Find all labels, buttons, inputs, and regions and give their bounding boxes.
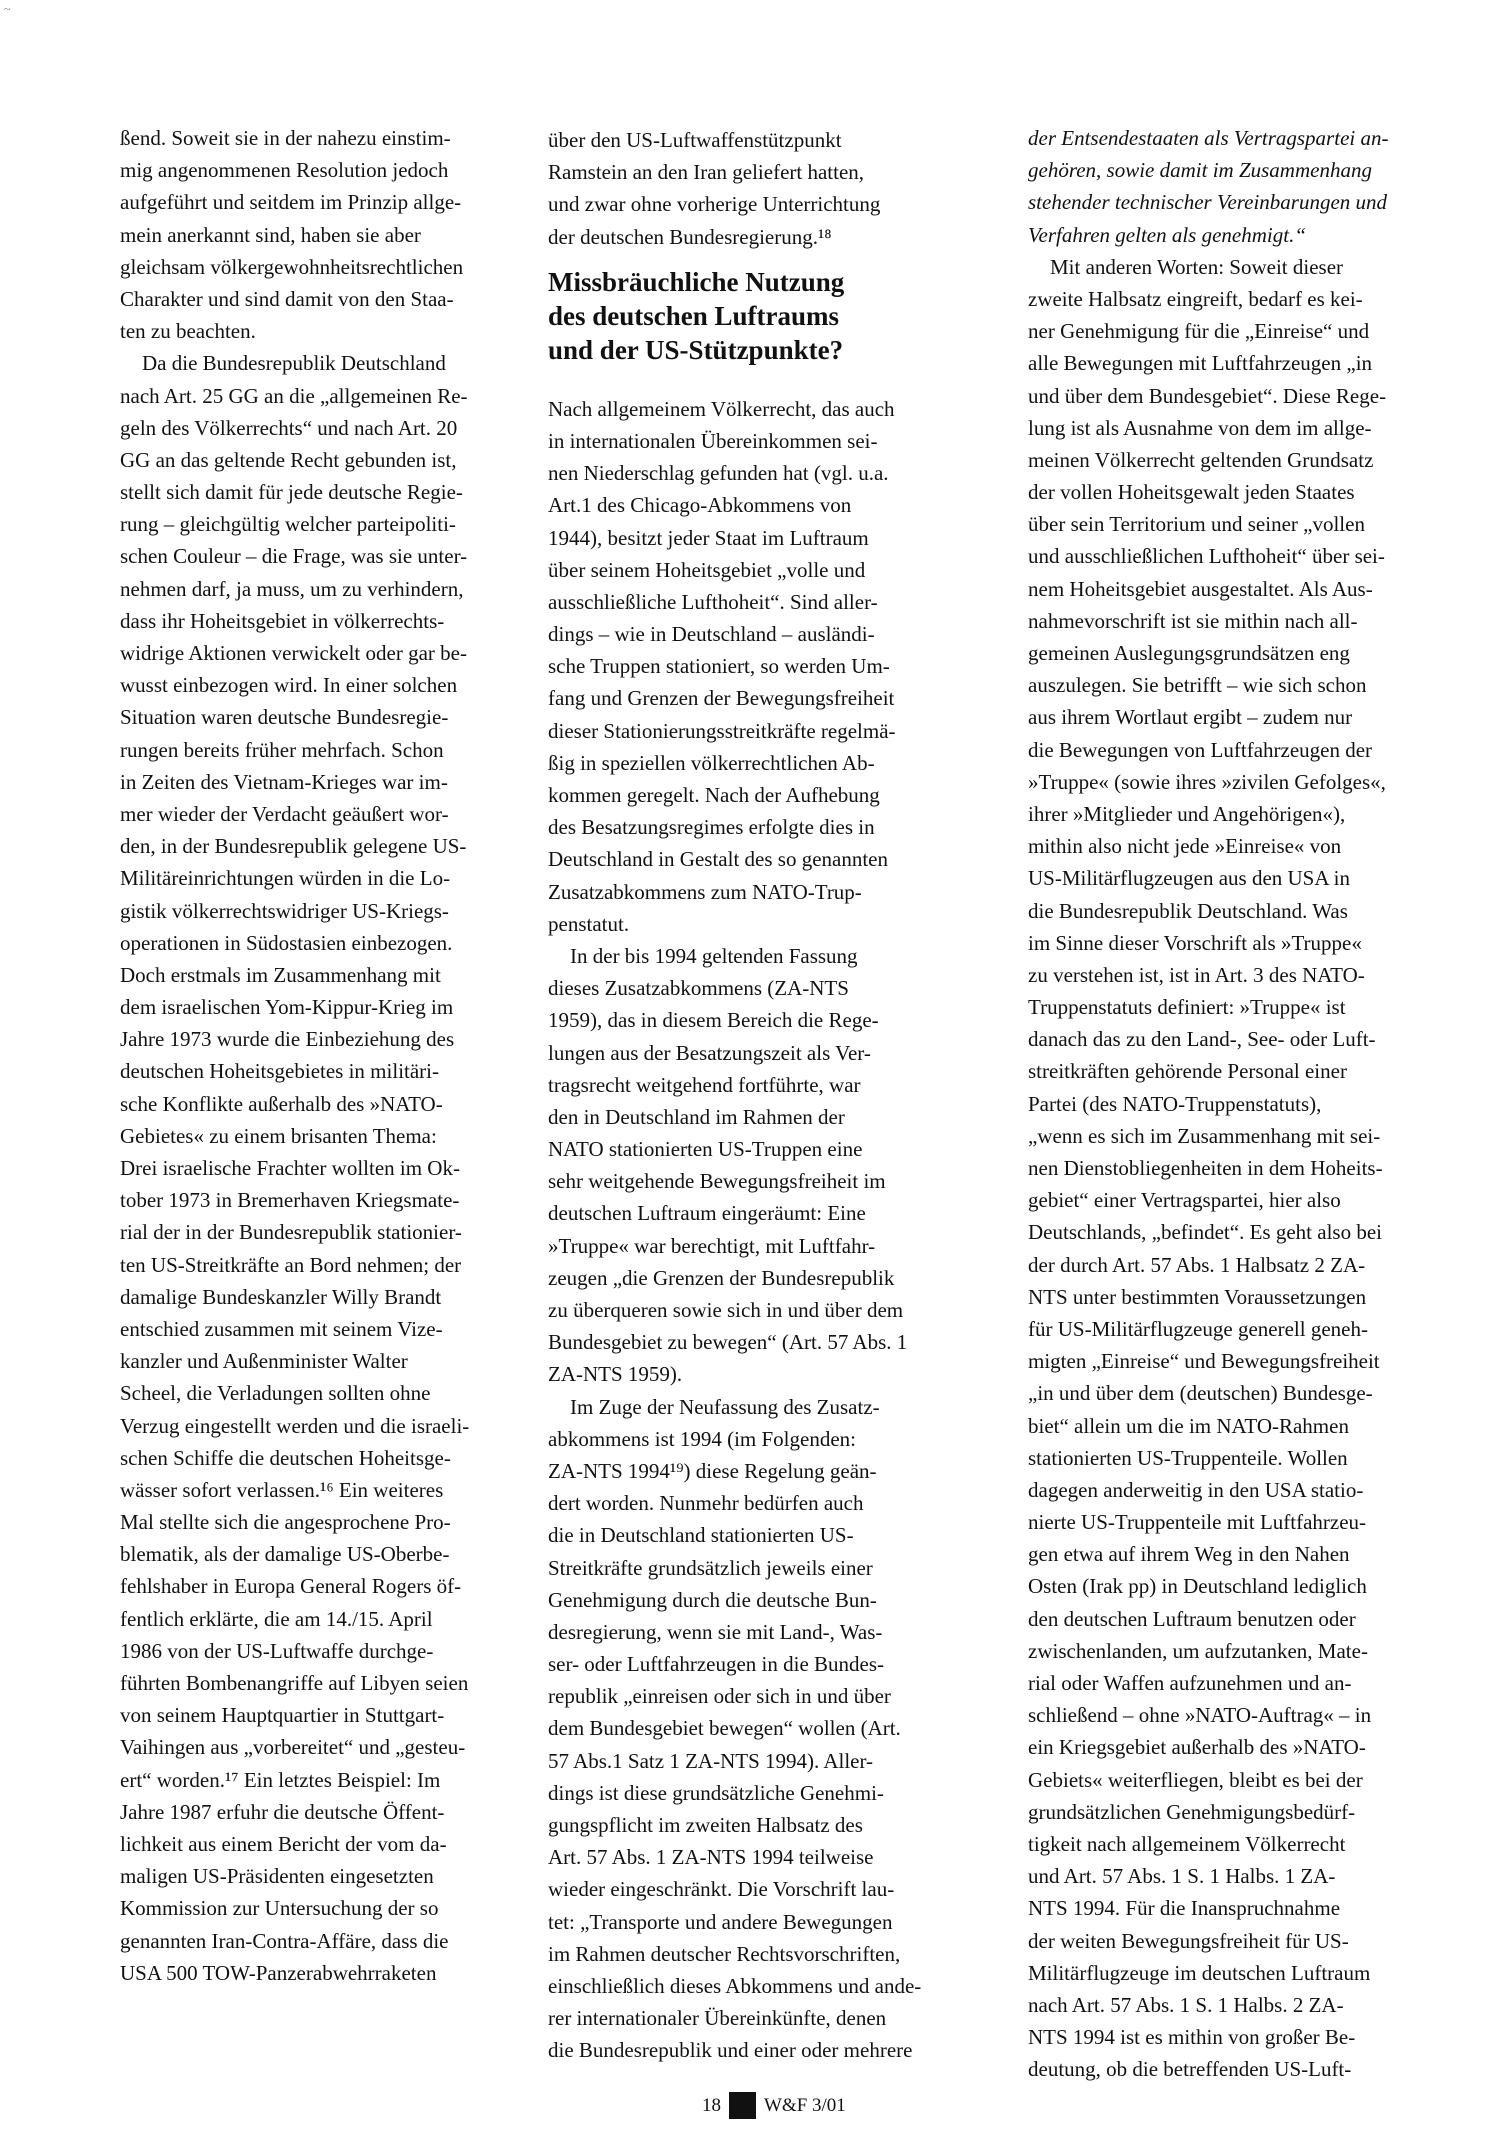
text-line: ZA-NTS 1959). [548,1362,683,1387]
text-line: lung ist als Ausnahme von dem im allge- [1028,415,1372,440]
journal-issue: W&F 3/01 [764,2094,846,2116]
text-line: maligen US-Präsidenten eingesetzten [120,1864,434,1889]
text-line: im Rahmen deutscher Rechtsvorschriften, [548,1941,901,1966]
text-line: tragsrecht weitgehend fortführte, war [548,1072,861,1097]
text-line: die in Deutschland stationierten US- [548,1523,854,1548]
text-line: des Besatzungsregimes erfolgte dies in [548,815,875,840]
text-line: sehr weitgehende Bewegungsfreiheit im [548,1169,886,1194]
text-line: meinen Völkerrecht geltenden Grundsatz [1028,447,1374,472]
text-line: nierte US-Truppenteile mit Luftfahrzeu- [1028,1510,1367,1535]
text-line: desregierung, wenn sie mit Land-, Was- [548,1619,883,1644]
text-line: ßig in speziellen völkerrechtlichen Ab- [548,750,875,775]
text-line: schen Schiffe die deutschen Hoheitsge- [120,1445,451,1470]
text-line: für US-Militärflugzeuge generell geneh- [1028,1316,1368,1341]
text-line: zeugen „die Grenzen der Bundesrepublik [548,1265,895,1290]
heading-line: des deutschen Luftraums [548,300,840,331]
text-line: ten zu beachten. [120,319,256,344]
text-line: nen Niederschlag gefunden hat (vgl. u.a. [548,461,889,486]
text-line: wässer sofort verlassen.¹⁶ Ein weiteres [120,1477,444,1502]
text-line: ßend. Soweit sie in der nahezu einstim- [120,126,451,150]
text-line: Genehmigung durch die deutsche Bun- [548,1587,877,1612]
text-line: der deutschen Bundesregierung.¹⁸ [548,224,832,249]
text-line: den in Deutschland im Rahmen der [548,1104,845,1129]
column-2-intro [548,124,943,253]
text-line: gebiet“ einer Vertragspartei, hier also [1028,1188,1341,1213]
text-line: dem israelischen Yom-Kippur-Krieg im [120,995,454,1020]
text-line: nahmevorschrift ist sie mithin nach all- [1028,608,1358,633]
text-line: den, in der Bundesrepublik gelegene US- [120,834,467,859]
text-line: nach Art. 25 GG an die „allgemeinen Re- [120,383,468,408]
text-line: stellt sich damit für jede deutsche Regie- [120,480,463,505]
text-line: nehmen darf, ja muss, um zu verhindern, [120,576,464,601]
text-line: USA 500 TOW-Panzerabwehrraketen [120,1960,437,1985]
text-line: NTS 1994. Für die Inanspruchnahme [1028,1896,1341,1921]
text-line: die Bundesrepublik Deutschland. Was [1028,898,1348,923]
text-line: Verzug eingestellt werden und die israeli- [120,1413,470,1438]
text-line: deutschen Hoheitsgebietes in militäri- [120,1059,439,1084]
text-line: im Sinne dieser Vorschrift als »Truppe« [1028,930,1362,955]
text-line: fehlshaber in Europa General Rogers öf- [120,1574,462,1599]
text-line: grundsätzlichen Genehmigungsbedürf- [1028,1799,1356,1824]
footer-square-mark [729,2092,756,2119]
text-line: Osten (Irak pp) in Deutschland lediglich [1028,1574,1367,1599]
text-line: rung – gleichgültig welcher parteipoliti- [120,512,456,537]
text-line: zu überqueren sowie sich in und über dem [548,1298,904,1322]
page-footer [702,2092,846,2119]
text-line: Mit anderen Worten: Soweit dieser [1050,254,1344,279]
section-heading [548,265,943,367]
text-line: Streitkräfte grundsätzlich jeweils einer [548,1555,873,1580]
column-1 [120,122,510,1989]
text-line: ein Kriegsgebiet außerhalb des »NATO- [1028,1735,1366,1760]
text-line: Deutschlands, „befindet“. Es geht also bei [1028,1220,1382,1245]
text-line: operationen in Südostasien einbezogen. [120,930,453,955]
text-line: migten „Einreise“ und Bewegungsfreiheit [1028,1349,1380,1374]
text-line: Art. 57 Abs. 1 ZA-NTS 1994 teilweise [548,1845,874,1870]
text-line: Partei (des NATO-Truppenstatuts), [1028,1091,1322,1116]
text-line: danach das zu den Land-, See- oder Luft- [1028,1027,1376,1052]
text-line: abkommens ist 1994 (im Folgenden: [548,1426,856,1451]
text-line: lungen aus der Besatzungszeit als Ver- [548,1040,871,1065]
text-line: rer internationaler Übereinkünfte, denen [548,2006,887,2031]
text-line: ser- oder Luftfahrzeugen in die Bundes- [548,1652,885,1677]
text-line: in Zeiten des Vietnam-Krieges war im- [120,769,448,794]
text-line: tet: „Transporte und andere Bewegungen [548,1909,893,1934]
text-line: rial oder Waffen aufzunehmen und an- [1028,1671,1352,1695]
text-line: Mal stellte sich die angesprochene Pro- [120,1510,451,1535]
text-line: wieder eingeschränkt. Die Vorschrift lau- [548,1877,895,1902]
text-line: der vollen Hoheitsgewalt jeden Staates [1028,480,1355,505]
text-line: sche Truppen stationiert, so werden Um- [548,654,890,679]
text-line: gistik völkerrechtswidriger US-Kriegs- [120,898,449,923]
text-line: rial der in der Bundesrepublik stationier- [120,1220,462,1245]
text-line: geln des Völkerrechts“ und nach Art. 20 [120,415,458,440]
text-line: alle Bewegungen mit Luftfahrzeugen „in [1028,351,1373,376]
text-line: ner Genehmigung für die „Einreise“ und [1028,319,1370,344]
text-line: der durch Art. 57 Abs. 1 Halbsatz 2 ZA- [1028,1252,1366,1277]
text-line: 1959), das in diesem Bereich die Rege- [548,1008,879,1033]
text-line: über den US-Luftwaffenstützpunkt [548,128,842,152]
text-line: Bundesgebiet zu bewegen“ (Art. 57 Abs. 1 [548,1330,908,1355]
text-line: aufgeführt und seitdem im Prinzip allge- [120,190,462,215]
text-line: „wenn es sich im Zusammenhang mit sei- [1028,1123,1381,1148]
text-line: deutung, ob die betreffenden US-Luft- [1028,2057,1352,2082]
text-line: Scheel, die Verladungen sollten ohne [120,1381,431,1406]
text-line: ert“ worden.¹⁷ Ein letztes Beispiel: Im [120,1767,441,1792]
text-line: »Truppe« war berechtigt, mit Luftfahr- [548,1233,876,1258]
text-line: NTS 1994 ist es mithin von großer Be- [1028,2025,1356,2050]
text-line: NATO stationierten US-Truppen eine [548,1137,863,1162]
text-line: tober 1973 in Bremerhaven Kriegsmate- [120,1188,460,1213]
text-line: mithin also nicht jede »Einreise« von [1028,834,1342,859]
text-line: Da die Bundesrepublik Deutschland [142,351,446,376]
text-line: republik „einreisen oder sich in und über [548,1684,891,1709]
text-line: »Truppe« (sowie ihres »zivilen Gefolges«, [1028,769,1386,794]
text-line: fentlich erklärte, die am 14./15. April [120,1606,433,1631]
text-line: blematik, als der damalige US-Oberbe- [120,1542,450,1567]
text-line: Militäreinrichtungen würden in die Lo- [120,866,451,891]
column-2 [548,124,943,2067]
text-line: „in und über dem (deutschen) Bundesge- [1028,1381,1373,1406]
text-line: NTS unter bestimmten Voraussetzungen [1028,1284,1367,1309]
text-line: Jahre 1987 erfuhr die deutsche Öffent- [120,1799,445,1824]
text-line: gen etwa auf ihrem Weg in den Nahen [1028,1542,1350,1567]
text-line: gleichsam völkergewohnheitsrechtlichen [120,254,464,279]
text-line: mein anerkannt sind, haben sie aber [120,222,421,247]
text-line: US-Militärflugzeugen aus den USA in [1028,866,1350,891]
text-line: fang und Grenzen der Bewegungsfreiheit [548,686,895,711]
text-line: nach Art. 57 Abs. 1 S. 1 Halbs. 2 ZA- [1028,1992,1344,2017]
text-line: und Art. 57 Abs. 1 S. 1 Halbs. 1 ZA- [1028,1864,1336,1889]
text-line: sche Konflikte außerhalb des »NATO- [120,1091,443,1116]
text-line: genannten Iran-Contra-Affäre, dass die [120,1928,449,1953]
text-line: auszulegen. Sie betrifft – wie sich schon [1028,673,1367,698]
text-line: Doch erstmals im Zusammenhang mit [120,962,441,987]
text-line: den deutschen Luftraum benutzen oder [1028,1606,1356,1631]
text-line: Deutschland in Gestalt des so genannten [548,847,888,872]
text-line: mer wieder der Verdacht geäußert wor- [120,801,449,826]
text-line: nem Hoheitsgebiet ausgestaltet. Als Aus- [1028,576,1373,601]
text-line: dem Bundesgebiet bewegen“ wollen (Art. [548,1716,901,1741]
text-line: gemeinen Auslegungsgrundsätzen eng [1028,641,1350,665]
text-line: entschied zusammen mit seinem Vize- [120,1316,443,1341]
text-line: über sein Territorium und seiner „vollen [1028,512,1365,537]
text-line: Charakter und sind damit von den Staa- [120,286,454,311]
text-line: und über dem Bundesgebiet“. Diese Rege- [1028,383,1387,408]
text-line: widrige Aktionen verwickelt oder gar be- [120,641,467,665]
text-line: Truppenstatuts definiert: »Truppe« ist [1028,995,1346,1020]
text-line: stationierten US-Truppenteile. Wollen [1028,1445,1348,1470]
text-line: wusst einbezogen wird. In einer solchen [120,673,458,698]
text-line: Vaihingen aus „vorbereitet“ und „gesteu- [120,1735,466,1760]
text-line: Art.1 des Chicago-Abkommens von [548,493,852,518]
text-line: Jahre 1973 wurde die Einbeziehung des [120,1027,455,1052]
text-line: die Bewegungen von Luftfahrzeugen der [1028,737,1373,762]
text-line: penstatut. [548,911,630,936]
text-line: gehören, sowie damit im Zusammenhang [1028,158,1372,183]
text-line: dings – wie in Deutschland – ausländi- [548,622,875,647]
heading-line: Missbräuchliche Nutzung [548,266,845,297]
text-line: Ramstein an den Iran geliefert hatten, [548,160,865,185]
heading-line: und der US-Stützpunkte? [548,334,844,365]
scan-corner-mark: ~ [4,2,11,16]
text-line: ausschließliche Lufthoheit“. Sind aller- [548,589,878,614]
text-line: Gebiets« weiterfliegen, bleibt es bei der [1028,1767,1363,1792]
text-line: mig angenommenen Resolution jedoch [120,158,449,183]
text-line: gungspflicht im zweiten Halbsatz des [548,1813,863,1837]
text-line: Gebietes« zu einem brisanten Thema: [120,1123,437,1148]
text-line: ZA-NTS 1994¹⁹) diese Regelung geän- [548,1458,877,1483]
text-line: Militärflugzeuge im deutschen Luftraum [1028,1960,1371,1985]
text-line: Verfahren gelten als genehmigt.“ [1028,222,1307,247]
text-line: nen Dienstobliegenheiten in dem Hoheits- [1028,1156,1383,1180]
text-line: die Bundesrepublik und einer oder mehrere [548,2038,913,2063]
text-line: einschließlich dieses Abkommens und ande- [548,1973,922,1998]
text-line: dagegen anderweitig in den USA statio- [1028,1477,1364,1502]
text-line: stehender technischer Vereinbarungen und [1028,190,1388,215]
text-line: dieses Zusatzabkommens (ZA-NTS [548,976,849,1001]
text-line: kanzler und Außenminister Walter [120,1349,408,1374]
text-line: dings ist diese grundsätzliche Genehmi- [548,1780,884,1805]
text-line: und ausschließlichen Lufthoheit“ über sei- [1028,544,1385,569]
text-line: Nach allgemeinem Völkerrecht, das auch [548,396,895,421]
text-line: deutschen Luftraum eingeräumt: Eine [548,1201,866,1226]
text-line: Situation waren deutsche Bundesregie- [120,705,449,730]
text-line: führten Bombenangriffe auf Libyen seien [120,1671,469,1695]
text-line: biet“ allein um die im NATO-Rahmen [1028,1413,1349,1438]
text-line: GG an das geltende Recht gebunden ist, [120,447,457,472]
text-line: zwischenlanden, um aufzutanken, Mate- [1028,1638,1368,1663]
text-line: streitkräften gehörende Personal einer [1028,1059,1347,1084]
text-line: 1986 von der US-Luftwaffe durchge- [120,1638,434,1663]
page-number: 18 [702,2094,721,2116]
text-line: damalige Bundeskanzler Willy Brandt [120,1284,442,1309]
text-line: dieser Stationierungsstreitkräfte regelmä- [548,718,896,743]
text-line: und zwar ohne vorherige Unterrichtung [548,192,881,217]
text-line: lichkeit aus einem Bericht der vom da- [120,1831,447,1856]
text-line: 1944), besitzt jeder Staat im Luftraum [548,525,869,550]
text-line: dert worden. Nunmehr bedürfen auch [548,1491,864,1516]
text-line: dass ihr Hoheitsgebiet in völkerrechts- [120,608,445,633]
text-line: Kommission zur Untersuchung der so [120,1896,439,1921]
text-line: der Entsendestaaten als Vertragspartei an- [1028,126,1389,150]
text-line: tigkeit nach allgemeinem Völkerrecht [1028,1831,1346,1856]
text-line: ihrer »Mitglieder und Angehörigen«), [1028,801,1346,826]
text-line: der weiten Bewegungsfreiheit für US- [1028,1928,1349,1953]
text-line: rungen bereits früher mehrfach. Schon [120,737,444,762]
text-line: schen Couleur – die Frage, was sie unter- [120,544,468,569]
column-2-body [548,393,943,2067]
text-line: ten US-Streitkräfte an Bord nehmen; der [120,1252,462,1277]
text-line: Drei israelische Frachter wollten im Ok- [120,1156,460,1180]
text-line: von seinem Hauptquartier in Stuttgart- [120,1703,445,1728]
text-line: Zusatzabkommens zum NATO-Trup- [548,879,862,904]
text-line: zu verstehen ist, ist in Art. 3 des NATO- [1028,962,1365,987]
text-line: In der bis 1994 geltenden Fassung [570,943,858,968]
text-line: aus ihrem Wortlaut ergibt – zudem nur [1028,705,1353,730]
text-line: 57 Abs.1 Satz 1 ZA-NTS 1994). Aller- [548,1748,874,1773]
text-line: Im Zuge der Neufassung des Zusatz- [570,1394,880,1419]
text-line: in internationalen Übereinkommen sei- [548,428,878,453]
column-3 [1028,122,1418,2085]
text-line: zweite Halbsatz eingreift, bedarf es kei- [1028,286,1363,311]
text-line: schließend – ohne »NATO-Auftrag« – in [1028,1703,1372,1728]
text-line: über seinem Hoheitsgebiet „volle und [548,557,866,582]
text-line: kommen geregelt. Nach der Aufhebung [548,783,880,807]
